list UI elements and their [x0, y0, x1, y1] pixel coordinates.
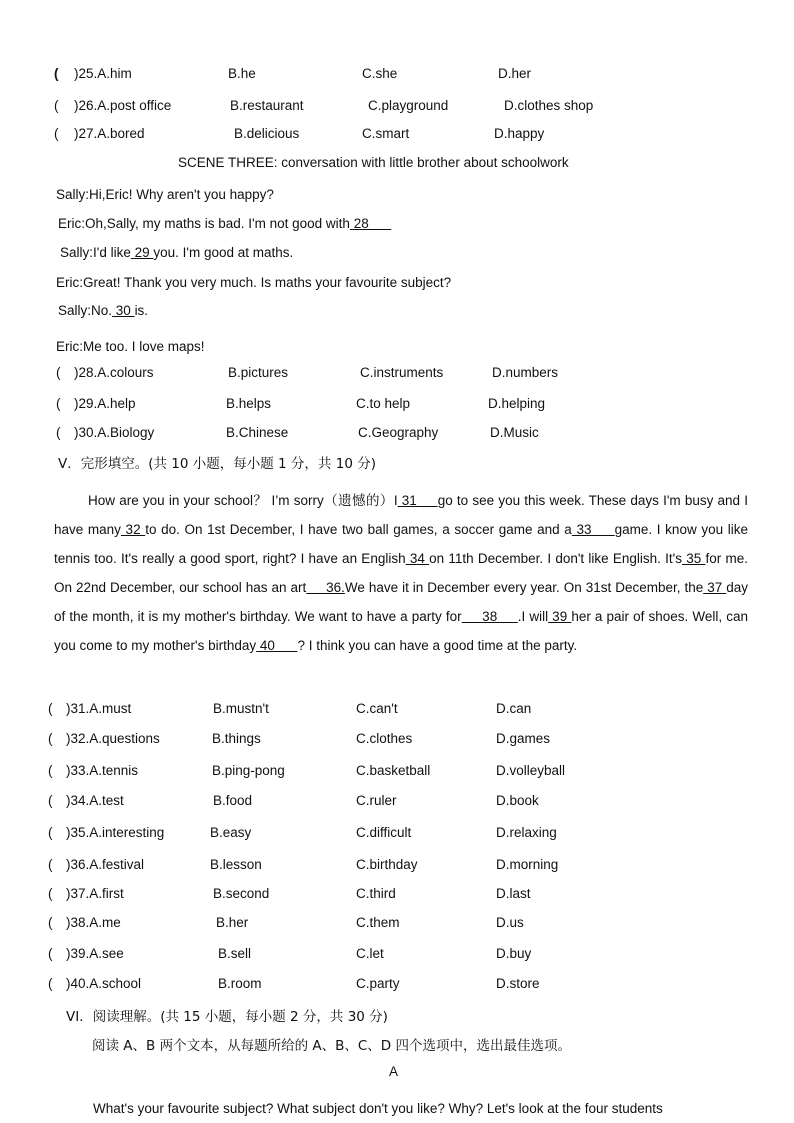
option-b: B.pictures — [228, 365, 289, 380]
option-c: C.clothes — [356, 731, 413, 746]
option-b: B.food — [213, 793, 253, 808]
option-b: B.Chinese — [226, 425, 289, 440]
dialogue-text: Eric:Oh,Sally, my maths is bad. I'm not good with — [58, 216, 350, 231]
section-6-title: VI．阅读理解。(共 15 小题，每小题 2 分，共 30 分) — [66, 1009, 388, 1025]
option-d: D.games — [496, 731, 551, 746]
option-b: B.ping-pong — [212, 763, 285, 778]
blank-31: 31 — [397, 493, 438, 508]
passage-text: for me. On 22nd December, our school has an art — [54, 551, 748, 595]
dialogue-text: is. — [134, 303, 149, 318]
option-c: C.to help — [356, 396, 411, 411]
option-a: )40.A.school — [66, 976, 142, 991]
answer-paren: ( — [56, 396, 61, 411]
option-a: )30.A.Biology — [74, 425, 155, 440]
section-5-title: V．完形填空。(共 10 小题，每小题 1 分，共 10 分) — [58, 456, 376, 472]
blank-37: 37 — [703, 580, 727, 595]
blank-35: 35 — [682, 551, 706, 566]
option-d: D.Music — [490, 425, 539, 440]
answer-paren: ( — [48, 915, 53, 930]
option-b: B.restaurant — [230, 98, 304, 113]
option-d: D.store — [496, 976, 540, 991]
option-a: )36.A.festival — [66, 857, 145, 872]
option-b: B.delicious — [234, 126, 300, 141]
option-a: )29.A.help — [74, 396, 136, 411]
scene-three-title: SCENE THREE: conversation with little brother about schoolwork — [178, 155, 569, 170]
option-b: B.second — [213, 886, 270, 901]
answer-paren: ( — [48, 825, 53, 840]
option-d: D.last — [496, 886, 531, 901]
passage-text: .I will — [517, 609, 549, 624]
answer-paren: ( — [54, 66, 59, 81]
option-a: )32.A.questions — [66, 731, 160, 746]
option-b: B.her — [216, 915, 249, 930]
option-b: B.he — [228, 66, 256, 81]
option-a: )28.A.colours — [74, 365, 154, 380]
option-d: D.book — [496, 793, 539, 808]
passage-text: ? I think you can have a good time at the party. — [297, 638, 578, 653]
dialogue-line-1: Sally:Hi,Eric! Why aren't you happy? — [56, 187, 274, 202]
option-a: )35.A.interesting — [66, 825, 165, 840]
option-c: C.basketball — [356, 763, 431, 778]
answer-paren: ( — [56, 365, 61, 380]
option-a: )38.A.me — [66, 915, 121, 930]
cloze-passage — [54, 486, 748, 660]
blank-29: 29 — [130, 245, 154, 260]
option-c: C.smart — [362, 126, 410, 141]
option-d: D.her — [498, 66, 532, 81]
option-a: )34.A.test — [66, 793, 124, 808]
blank-34: 34 — [405, 551, 430, 566]
option-d: D.numbers — [492, 365, 559, 380]
dialogue-line-6: Eric:Me too. I love maps! — [56, 339, 205, 354]
option-d: D.relaxing — [496, 825, 557, 840]
answer-paren: ( — [48, 976, 53, 991]
passage-text: How are you in your school？ I’m sorry（遗憾的）I — [88, 493, 398, 508]
option-a: )25.A.him — [74, 66, 132, 81]
passage-text: on 11th December. I don't like English. It's — [429, 551, 682, 566]
option-d: D.happy — [494, 126, 545, 141]
answer-paren: ( — [56, 425, 61, 440]
passage-a-label: A — [389, 1064, 399, 1079]
option-d: D.clothes shop — [504, 98, 594, 113]
option-c: C.let — [356, 946, 384, 961]
option-a: )39.A.see — [66, 946, 124, 961]
option-b: B.room — [218, 976, 262, 991]
option-b: B.helps — [226, 396, 272, 411]
option-d: D.buy — [496, 946, 532, 961]
blank-28: 28 — [349, 216, 392, 231]
option-d: D.morning — [496, 857, 559, 872]
dialogue-text: Sally:I'd like — [60, 245, 131, 260]
passage-text: We have it in December every year. On 31st December, the — [344, 580, 704, 595]
passage-text: day of the month, it is my mother's birthday. We want to have a party for — [54, 580, 748, 624]
option-c: C.birthday — [356, 857, 418, 872]
option-b: B.easy — [210, 825, 252, 840]
option-c: C.Geography — [358, 425, 439, 440]
dialogue-line-4: Eric:Great! Thank you very much. Is maths your favourite subject? — [56, 275, 452, 290]
option-c: C.difficult — [356, 825, 412, 840]
blank-30: 30 — [112, 303, 135, 318]
option-d: D.volleyball — [496, 763, 566, 778]
dialogue-line-2 — [58, 216, 391, 231]
option-b: B.sell — [218, 946, 252, 961]
option-c: C.party — [356, 976, 400, 991]
option-d: D.can — [496, 701, 532, 716]
blank-38: 38 — [461, 609, 518, 624]
passage-text: game. I know you like tennis too. It's really a good sport, right? I have an English — [54, 522, 748, 566]
answer-paren: ( — [48, 701, 53, 716]
option-c: C.she — [362, 66, 398, 81]
section-6-instructions: 阅读 A、B 两个文本，从每题所给的 A、B、C、D 四个选项中，选出最佳选项。 — [92, 1038, 571, 1054]
passage-text: to do. On 1st December, I have two ball games, a soccer game and a — [145, 522, 572, 537]
option-a: )37.A.first — [66, 886, 124, 901]
answer-paren: ( — [54, 98, 59, 113]
passage-text: go to see you this week. These days I'm busy and I have many — [54, 493, 748, 537]
blank-40: 40 — [256, 638, 298, 653]
answer-paren: ( — [48, 793, 53, 808]
option-b: B.things — [212, 731, 261, 746]
option-b: B.mustn't — [213, 701, 269, 716]
option-b: B.lesson — [210, 857, 262, 872]
option-d: D.helping — [488, 396, 546, 411]
answer-paren: ( — [48, 946, 53, 961]
blank-36: 36. — [306, 580, 345, 595]
option-c: C.third — [356, 886, 396, 901]
answer-paren: ( — [48, 731, 53, 746]
option-a: )33.A.tennis — [66, 763, 139, 778]
answer-paren: ( — [48, 857, 53, 872]
option-c: C.playground — [368, 98, 449, 113]
option-c: C.them — [356, 915, 400, 930]
dialogue-text: you. I'm good at maths. — [153, 245, 294, 260]
passage-a-first-line: What's your favourite subject? What subject don't you like? Why? Let's look at the four students — [93, 1101, 663, 1116]
answer-paren: ( — [54, 126, 59, 141]
option-c: C.instruments — [360, 365, 444, 380]
answer-paren: ( — [48, 886, 53, 901]
option-a: )26.A.post office — [74, 98, 172, 113]
blank-32: 32 — [120, 522, 146, 537]
passage-text: her a pair of shoes. Well, can you come to my mother's birthday — [54, 609, 749, 653]
option-c: C.ruler — [356, 793, 397, 808]
dialogue-line-5 — [58, 303, 148, 318]
option-c: C.can't — [356, 701, 398, 716]
option-a: )27.A.bored — [74, 126, 145, 141]
dialogue-line-3 — [60, 245, 293, 260]
option-a: )31.A.must — [66, 701, 132, 716]
answer-paren: ( — [48, 763, 53, 778]
option-d: D.us — [496, 915, 524, 930]
blank-33: 33 — [571, 522, 615, 537]
dialogue-text: Sally:No. — [58, 303, 113, 318]
blank-39: 39 — [548, 609, 572, 624]
